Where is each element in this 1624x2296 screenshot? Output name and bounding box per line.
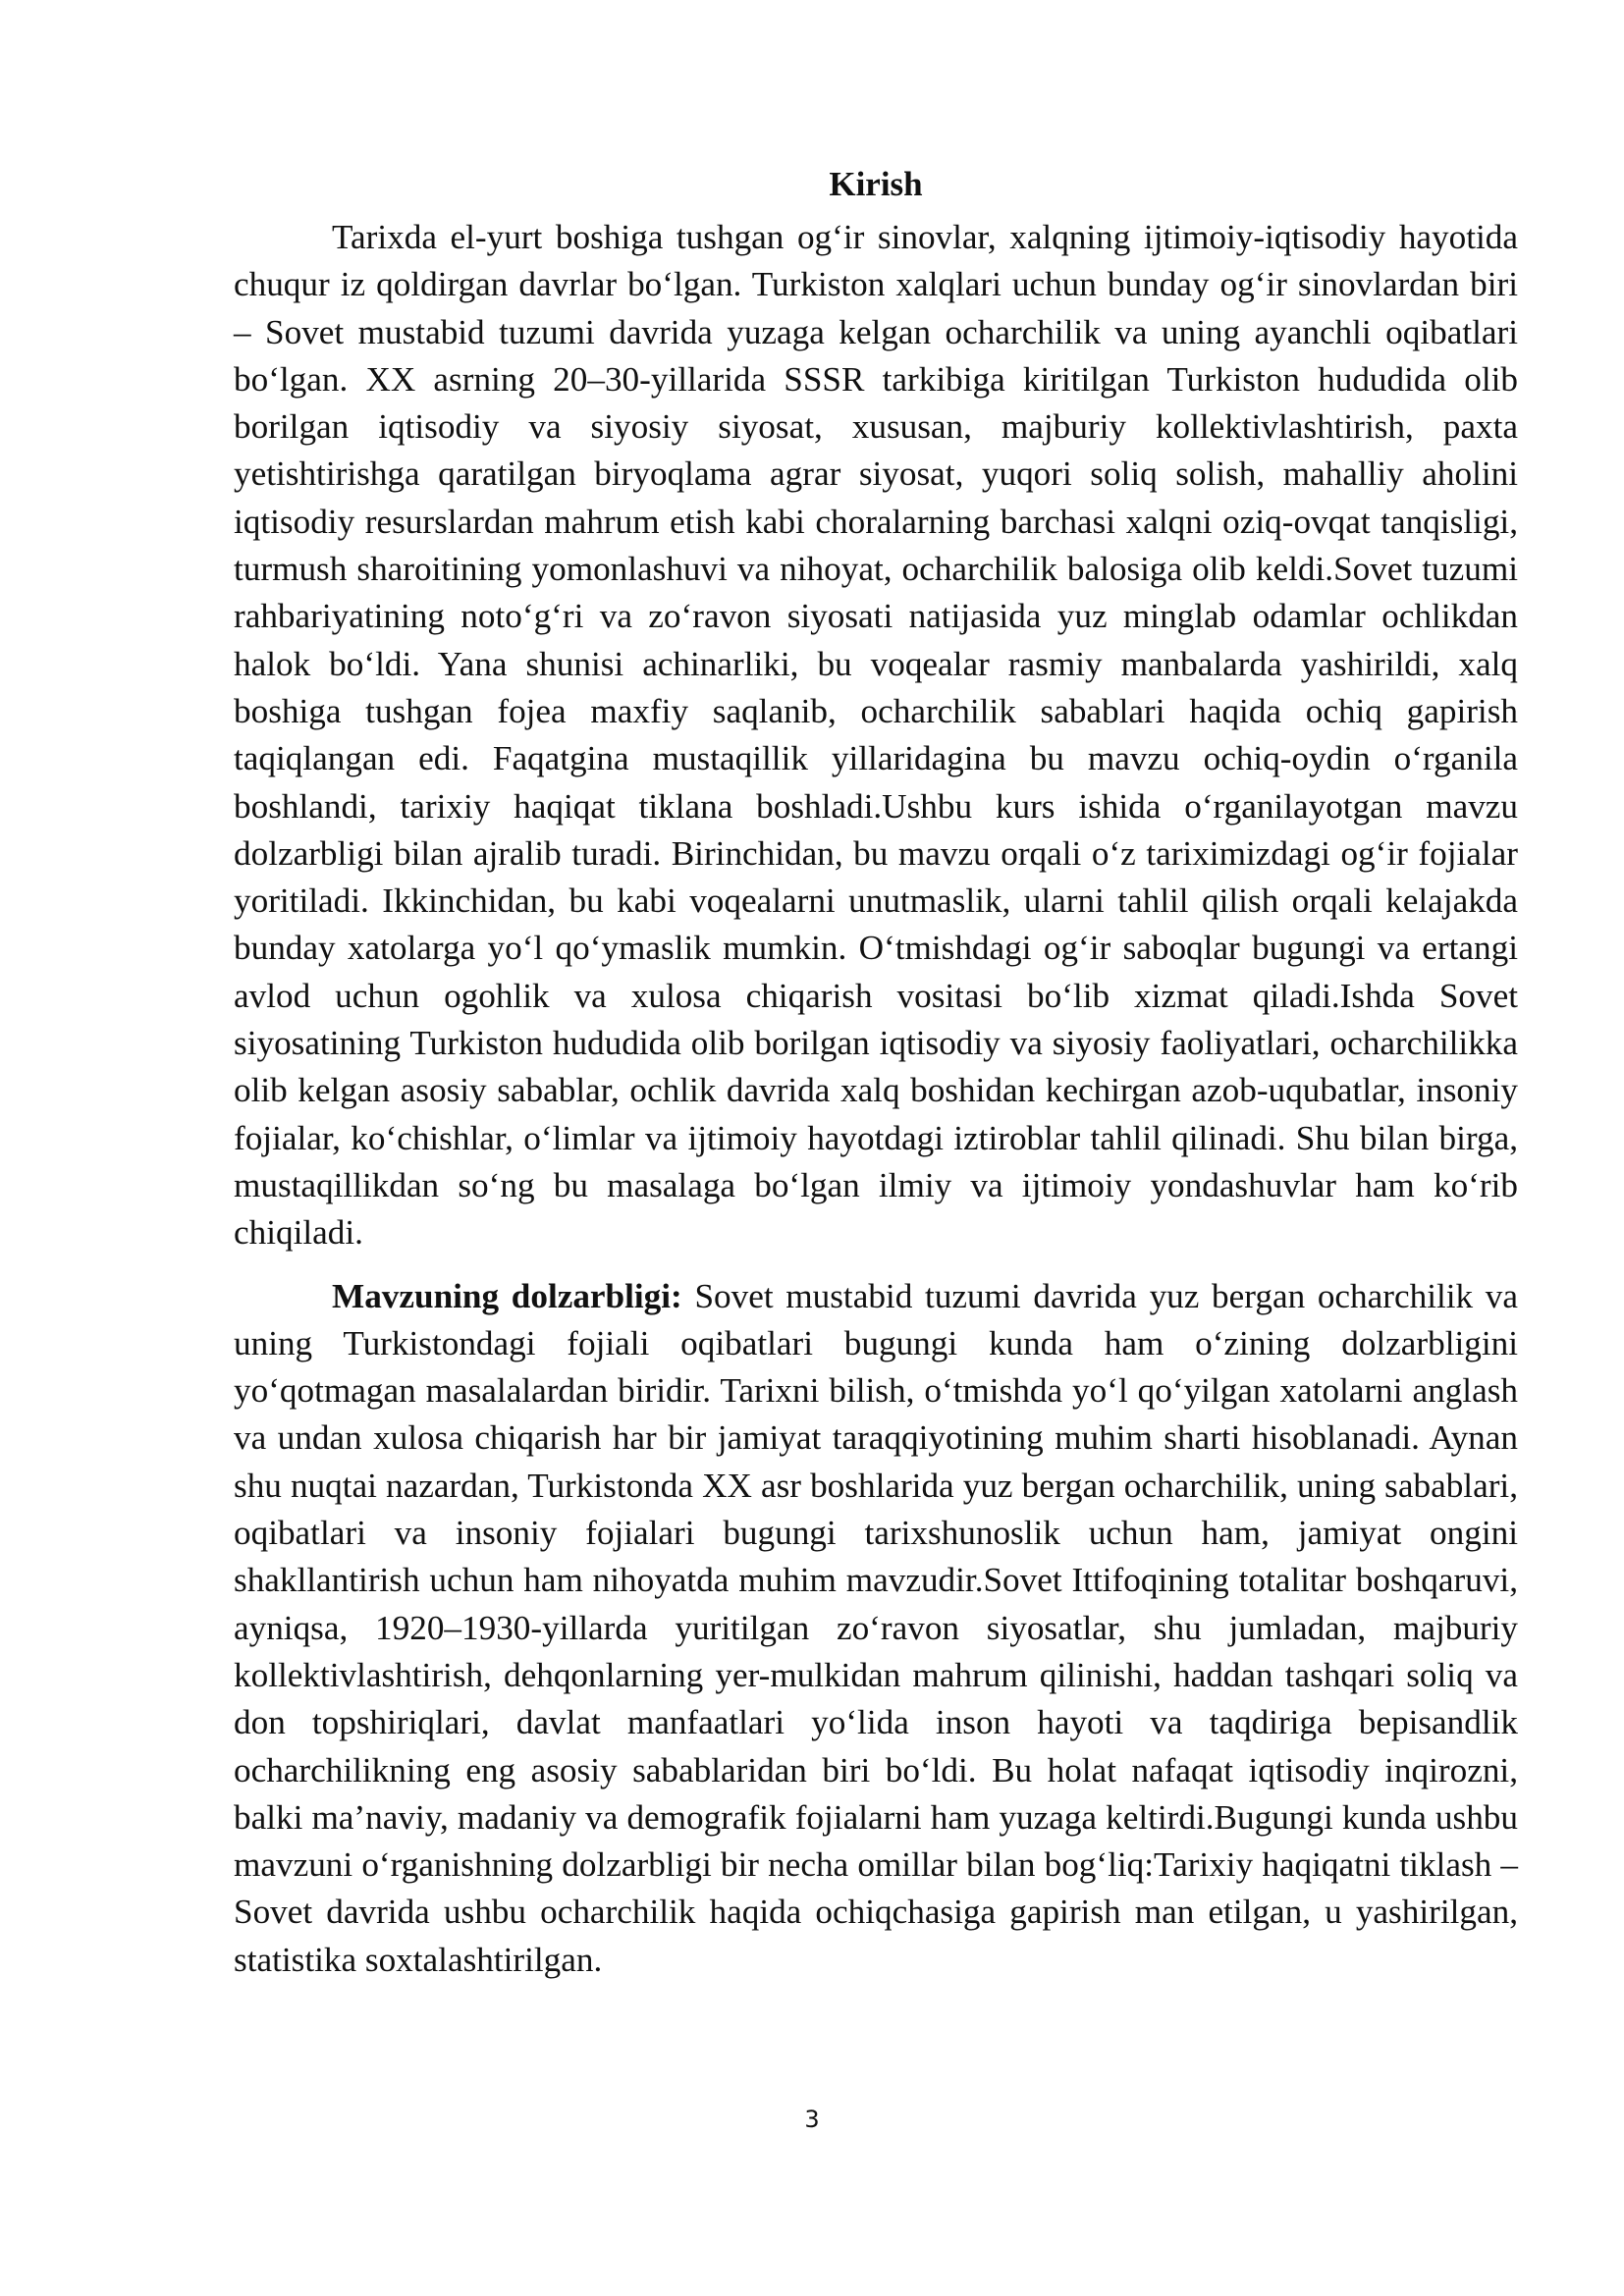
- introduction-paragraph: Tarixda el-yurt boshiga tushgan og‘ir sinovlar, xalqning ijtimoiy-iqtisodiy hayotida chuqur iz qoldirgan davrlar bo‘lgan. Turkiston xalqlari uchun bunday og‘ir sinovlardan biri – Sovet mustabid tuzumi davrida yuzaga kelgan ocharchilik va uning ayanchli oqibatlari bo‘lgan. XX asrning 20–30-yillarida SSSR tarkibiga kiritilgan Turkiston hududida olib borilgan iqtisodiy va siyosiy siyosat, xususan, majburiy kollektivlashtirish, paxta yetishtirishga qaratilgan biryoqlama agrar siyosat, yuqori soliq solish, mahalliy aholini iqtisodiy resurslardan mahrum etish kabi choralarning barchasi xalqni oziq-ovqat tanqisligi, turmush sharoitining yomonlashuvi va nihoyat, ocharchilik balosiga olib keldi.Sovet tuzumi rahbariyatining noto‘g‘ri va zo‘ravon siyosati natijasida yuz minglab odamlar ochlikdan halok bo‘ldi. Yana shunisi achinarliki, bu voqealar rasmiy manbalarda yashirildi, xalq boshiga tushgan fojea maxfiy saqlanib, ocharchilik sabablari haqida ochiq gapirish taqiqlangan edi. Faqatgina mustaqillik yillaridagina bu mavzu ochiq-oydin o‘rganila boshlandi, tarixiy haqiqat tiklana boshladi.Ushbu kurs ishida o‘rganilayotgan mavzu dolzarbligi bilan ajralib turadi. Birinchidan, bu mavzu orqali o‘z tariximizdagi og‘ir fojialar yoritiladi. Ikkinchidan, bu kabi voqealarni unutmaslik, ularni tahlil qilish orqali kelajakda bunday xatolarga yo‘l qo‘ymaslik mumkin. O‘tmishdagi og‘ir saboqlar bugungi va ertangi avlod uchun ogohlik va xulosa chiqarish vositasi bo‘lib xizmat qiladi.Ishda Sovet siyosatining Turkiston hududida olib borilgan iqtisodiy va siyosiy faoliyatlari, ocharchilikka olib kelgan asosiy sabablar, ochlik davrida xalq boshidan kechirgan azob-uqubatlar, insoniy fojialar, ko‘chishlar, o‘limlar va ijtimoiy hayotdagi iztiroblar tahlil qilinadi. Shu bilan birga, mustaqillikdan so‘ng bu masalaga bo‘lgan ilmiy va ijtimoiy yondashuvlar ham ko‘rib chiqiladi.: [234, 218, 1518, 1253]
- section-heading: Kirish: [829, 165, 923, 203]
- relevance-paragraph-text: Sovet mustabid tuzumi davrida yuz bergan ocharchilik va uning Turkistondagi fojiali oqibatlari bugungi kunda ham o‘zining dolzarbligini yo‘qotmagan masalalardan biridir. Tarixni bilish, o‘tmishda yo‘l qo‘yilgan xatolarni anglash va undan xulosa chiqarish har bir jamiyat taraqqiyotining muhim sharti hisoblanadi. Aynan shu nuqtai nazardan, Turkistonda XX asr boshlarida yuz bergan ocharchilik, uning sabablari, oqibatlari va insoniy fojialari bugungi tarixshunoslik uchun ham, jamiyat ongini shakllantirish uchun ham nihoyatda muhim mavzudir.Sovet Ittifoqining totalitar boshqaruvi, ayniqsa, 1920–1930-yillarda yuritilgan zo‘ravon siyosatlar, shu jumladan, majburiy kollektivlashtirish, dehqonlarning yer-mulkidan mahrum qilinishi, haddan tashqari soliq va don topshiriqlari, davlat manfaatlari yo‘lida inson hayoti va taqdiriga bepisandlik ocharchilikning eng asosiy sabablaridan biri bo‘ldi. Bu holat nafaqat iqtisodiy inqirozni, balki ma’naviy, madaniy va demografik fojialarni ham yuzaga keltirdi.Bugungi kunda ushbu mavzuni o‘rganishning dolzarbligi bir necha omillar bilan bog‘liq:Tarixiy haqiqatni tiklash – Sovet davrida ushbu ocharchilik haqida ochiqchasiga gapirish man etilgan, u yashirilgan, statistika soxtalashtirilgan.: [234, 1276, 1519, 1979]
- page-number: 3: [804, 2106, 820, 2133]
- relevance-lead-label: Mavzuning dolzarbligi:: [332, 1276, 682, 1315]
- body-text: [234, 214, 1518, 1984]
- relevance-paragraph: [234, 1273, 1518, 1984]
